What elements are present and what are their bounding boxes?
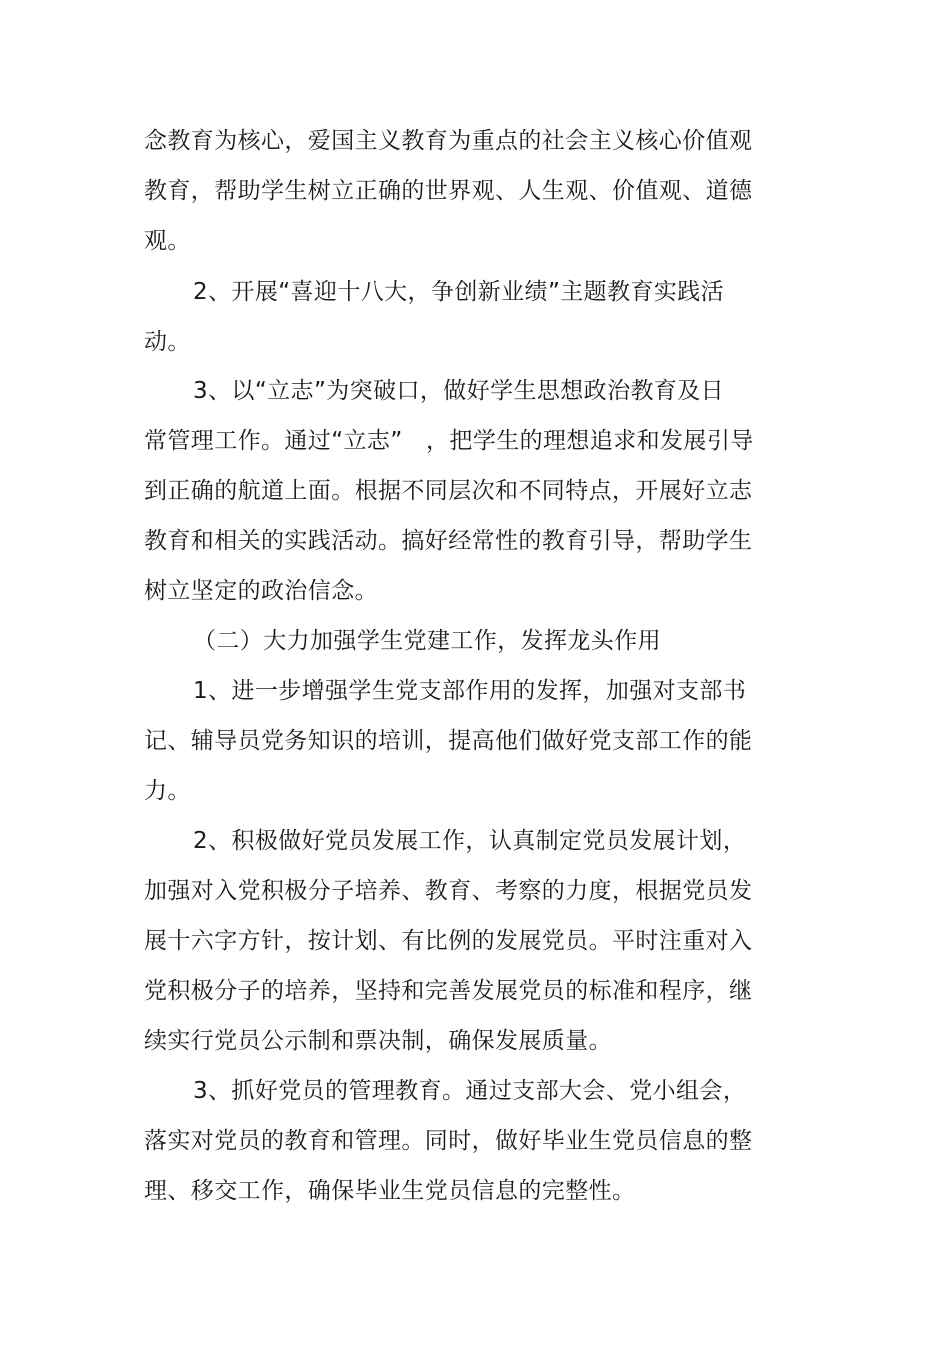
- body-text-line: 念教育为核心，爱国主义教育为重点的社会主义核心价值观: [144, 128, 753, 154]
- body-text-line: 记、辅导员党务知识的培训，提高他们做好党支部工作的能: [144, 728, 753, 754]
- body-text-line: 常管理工作。通过“立志” ，把学生的理想追求和发展引导: [144, 428, 754, 454]
- body-text-line: 观。: [144, 228, 191, 254]
- body-text-line: 动。: [144, 329, 191, 355]
- list-item-line: 1、进一步增强学生党支部作用的发挥，加强对支部书: [193, 678, 747, 704]
- list-item-line: 2、积极做好党员发展工作，认真制定党员发展计划，: [193, 828, 747, 854]
- body-text-line: 力。: [144, 778, 191, 804]
- body-text-line: 加强对入党积极分子培养、教育、考察的力度，根据党员发: [144, 878, 753, 904]
- list-item-line: 2、开展“喜迎十八大，争创新业绩”主题教育实践活: [193, 279, 725, 305]
- body-text-line: 落实对党员的教育和管理。同时，做好毕业生党员信息的整: [144, 1128, 753, 1154]
- body-text-line: 展十六字方针，按计划、有比例的发展党员。平时注重对入: [144, 928, 753, 954]
- body-text-line: 教育，帮助学生树立正确的世界观、人生观、价值观、道德: [144, 178, 753, 204]
- body-text-line: 理、移交工作，确保毕业生党员信息的完整性。: [144, 1178, 636, 1204]
- body-text-line: 教育和相关的实践活动。搞好经常性的教育引导，帮助学生: [144, 528, 753, 554]
- body-text-line: 续实行党员公示制和票决制，确保发展质量。: [144, 1028, 612, 1054]
- body-text-line: 党积极分子的培养，坚持和完善发展党员的标准和程序，继: [144, 978, 753, 1004]
- list-item-line: 3、抓好党员的管理教育。通过支部大会、党小组会，: [193, 1078, 747, 1104]
- section-heading: （二）大力加强学生党建工作，发挥龙头作用: [193, 628, 661, 654]
- body-text-line: 到正确的航道上面。根据不同层次和不同特点，开展好立志: [144, 478, 753, 504]
- body-text-line: 树立坚定的政治信念。: [144, 578, 378, 604]
- list-item-line: 3、以“立志”为突破口，做好学生思想政治教育及日: [193, 378, 725, 404]
